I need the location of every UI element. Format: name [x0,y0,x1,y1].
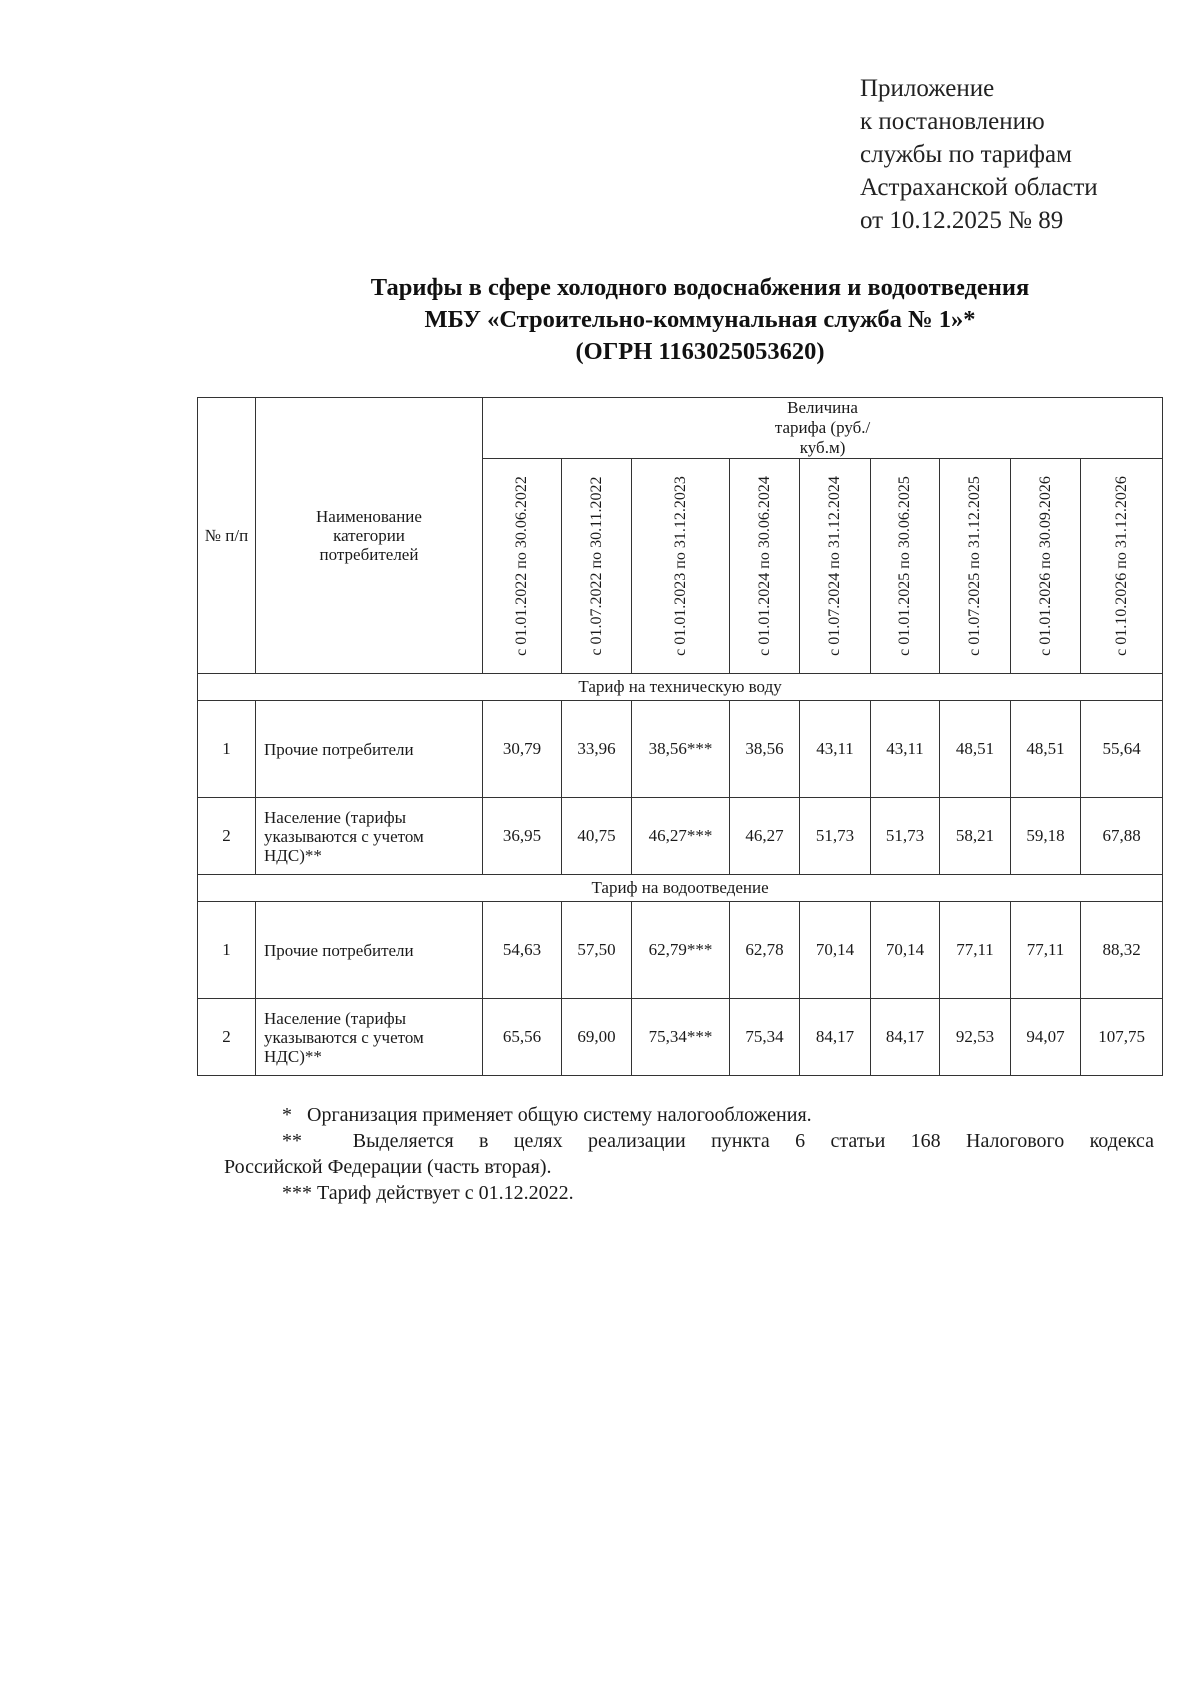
table-row [198,701,1163,798]
row-category: Население (тарифы указываются с учетом НДС)** [256,999,483,1076]
tariff-value: 54,63 [483,902,562,999]
period-label: с 01.07.2025 по 31.12.2025 [966,476,983,656]
row-category: Прочие потребители [256,902,483,999]
tariff-value: 59,18 [1011,798,1081,875]
tariff-value: 70,14 [800,902,871,999]
row-category: Население (тарифы указываются с учетом НДС)** [256,798,483,875]
tariff-value: 107,75 [1081,999,1163,1076]
appendix-line: Астраханской области [860,174,1098,201]
footnote-2-line-2: Российской Федерации (часть вторая). [224,1156,552,1178]
tariff-value: 69,00 [562,999,632,1076]
appendix-line: службы по тарифам [860,141,1072,168]
tariff-value: 43,11 [871,701,940,798]
tariff-value: 46,27*** [632,798,730,875]
tariff-value: 75,34 [730,999,800,1076]
tariff-value: 62,79*** [632,902,730,999]
tariff-value: 88,32 [1081,902,1163,999]
tariff-value: 33,96 [562,701,632,798]
tariff-value: 57,50 [562,902,632,999]
document-title [200,272,1200,368]
tariff-value: 84,17 [871,999,940,1076]
period-header-3 [632,459,730,674]
period-header-9 [1081,459,1163,674]
period-header-7 [940,459,1011,674]
footnote-2-line-1: ** Выделяется в целях реализации пункта 6 статьи 168 Налогового кодекса [282,1130,1154,1152]
tariff-value: 62,78 [730,902,800,999]
tariff-value: 77,11 [940,902,1011,999]
footnote-1: * Организация применяет общую систему налогообложения. [282,1104,812,1126]
footnote-3: *** Тариф действует с 01.12.2022. [282,1182,574,1204]
table-body [198,674,1163,1076]
tariff-value: 43,11 [800,701,871,798]
period-header-1 [483,459,562,674]
appendix-line: к постановлению [860,108,1045,135]
section-header-row [198,674,1163,701]
tariff-value: 65,56 [483,999,562,1076]
tariff-value: 55,64 [1081,701,1163,798]
period-label: с 01.07.2022 по 30.11.2022 [587,476,605,656]
tariff-table [197,397,1163,1076]
row-number: 2 [198,999,256,1076]
tariff-value: 38,56 [730,701,800,798]
tariff-value: 84,17 [800,999,871,1076]
period-label: с 01.07.2024 по 31.12.2024 [826,476,843,656]
period-header-6 [871,459,940,674]
tariff-value: 30,79 [483,701,562,798]
section-header-row [198,875,1163,902]
period-header-2 [562,459,632,674]
row-category: Прочие потребители [256,701,483,798]
row-number: 1 [198,701,256,798]
tariff-value: 36,95 [483,798,562,875]
period-label: с 01.01.2022 по 30.06.2022 [513,476,530,656]
title-line-1: Тарифы в сфере холодного водоснабжения и водоотведения [370,274,1030,301]
tariff-value: 67,88 [1081,798,1163,875]
header-tariff-value-text: Величина тарифа (руб./куб.м) [774,398,871,457]
period-header-4 [730,459,800,674]
tariff-value: 48,51 [1011,701,1081,798]
tariff-value: 92,53 [940,999,1011,1076]
title-line-3: (ОГРН 1163025053620) [575,338,825,365]
period-label: с 01.10.2026 по 31.12.2026 [1112,476,1130,656]
tariff-value: 46,27 [730,798,800,875]
period-header-8 [1011,459,1081,674]
tariff-value: 94,07 [1011,999,1081,1076]
tariff-value: 51,73 [871,798,940,875]
tariff-value: 70,14 [871,902,940,999]
row-number: 2 [198,798,256,875]
title-line-2: МБУ «Строительно-коммунальная служба № 1»* [424,306,976,333]
appendix-block [860,72,1098,237]
tariff-value: 38,56*** [632,701,730,798]
footnotes [224,1102,1154,1206]
tariff-value: 75,34*** [632,999,730,1076]
section-title: Тариф на техническую воду [198,674,1163,701]
tariff-value: 58,21 [940,798,1011,875]
tariff-value: 77,11 [1011,902,1081,999]
header-category [256,398,483,674]
period-label: с 01.01.2025 по 30.06.2025 [896,476,913,656]
row-number: 1 [198,902,256,999]
tariff-value: 48,51 [940,701,1011,798]
section-title: Тариф на водоотведение [198,875,1163,902]
period-label: с 01.01.2026 по 30.09.2026 [1036,476,1054,656]
table-row [198,902,1163,999]
appendix-line: от 10.12.2025 № 89 [860,207,1064,234]
header-no: № п/п [198,398,256,674]
period-label: с 01.01.2024 по 30.06.2024 [755,476,773,656]
period-header-5 [800,459,871,674]
header-tariff-value [483,398,1163,459]
table-row [198,999,1163,1076]
period-label: с 01.01.2023 по 31.12.2023 [671,476,689,656]
header-category-text: Наименование категории потребителей [316,507,422,564]
tariff-value: 40,75 [562,798,632,875]
table-row [198,798,1163,875]
tariff-value: 51,73 [800,798,871,875]
appendix-line: Приложение [860,75,995,102]
